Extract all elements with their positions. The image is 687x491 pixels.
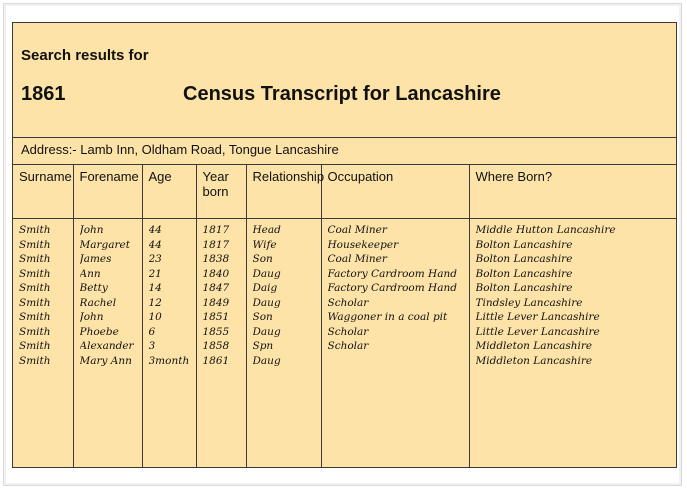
address-text: Address:- Lamb Inn, Oldham Road, Tongue Lancashire xyxy=(21,142,339,157)
table-cell: 12 xyxy=(148,296,162,309)
table-cell: Coal Miner xyxy=(327,224,387,236)
table-cell: James xyxy=(79,253,112,265)
table-cell: Bolton Lancashire xyxy=(475,238,573,251)
table-cell: 1849 xyxy=(202,296,230,309)
col-header-age: Age xyxy=(142,165,196,219)
table-cell: Bolton Lancashire xyxy=(475,253,573,265)
forename-column xyxy=(73,219,142,468)
table-cell: 1855 xyxy=(202,325,230,338)
table-cell: Smith xyxy=(19,325,51,338)
col-header-year-born: Year born xyxy=(196,165,246,219)
table-cell: Coal Miner xyxy=(327,253,387,265)
table-cell: Margaret xyxy=(79,238,130,251)
table-cell: Mary Ann xyxy=(79,354,132,367)
table-cell: Betty xyxy=(79,282,108,294)
year-born-column xyxy=(196,219,246,468)
table-cell: Daug xyxy=(252,267,281,280)
header xyxy=(13,23,676,138)
age-column xyxy=(142,219,196,468)
table-cell: Smith xyxy=(19,224,51,236)
table-cell: Smith xyxy=(19,311,51,323)
address-bar xyxy=(13,137,676,165)
page-title: Census Transcript for Lancashire xyxy=(183,83,501,105)
table-cell: Bolton Lancashire xyxy=(475,282,573,294)
table-cell: Scholar xyxy=(327,325,369,338)
table-cell: Waggoner in a coal pit xyxy=(327,311,448,323)
table-cell: 44 xyxy=(148,224,162,236)
table-cell: Alexander xyxy=(79,340,134,352)
table-cell: Son xyxy=(252,253,273,265)
table-cell: 1840 xyxy=(202,267,230,280)
table-cell: 23 xyxy=(148,253,162,265)
col-header-relationship: Relationship xyxy=(246,165,321,219)
data-body xyxy=(13,219,676,468)
table-cell: Scholar xyxy=(327,296,369,309)
table-cell: Tindsley Lancashire xyxy=(475,296,583,309)
table-cell: Housekeeper xyxy=(327,238,399,251)
col-header-forename: Forename xyxy=(73,165,142,219)
table-cell: Daug xyxy=(252,325,281,338)
table-cell: 44 xyxy=(148,238,162,251)
table-cell: Smith xyxy=(19,354,51,367)
table-cell: John xyxy=(79,224,104,236)
search-label: Search results for xyxy=(21,47,149,64)
table-cell: Little Lever Lancashire xyxy=(475,311,600,323)
table-cell: Smith xyxy=(19,282,51,294)
table-cell: Rachel xyxy=(79,296,117,309)
table-cell: Ann xyxy=(79,267,101,280)
table-cell: Smith xyxy=(19,253,51,265)
table-cell: Daig xyxy=(252,282,278,294)
table-cell: Smith xyxy=(19,267,51,280)
table-cell: Spn xyxy=(252,340,274,352)
table-cell: Smith xyxy=(19,340,51,352)
col-header-occupation: Occupation xyxy=(321,165,469,219)
table-cell: Son xyxy=(252,311,273,323)
table-cell: 1817 xyxy=(202,238,230,251)
table-cell: Bolton Lancashire xyxy=(475,267,573,280)
col-header-where-born: Where Born? xyxy=(469,165,676,219)
table-cell: Middleton Lancashire xyxy=(475,340,593,352)
table-cell: John xyxy=(79,311,104,323)
table-cell: 1861 xyxy=(202,354,230,367)
census-table xyxy=(13,165,676,467)
table-cell: Little Lever Lancashire xyxy=(475,325,600,338)
table-cell: 14 xyxy=(148,282,162,294)
surname-column xyxy=(13,219,73,468)
table-cell: 21 xyxy=(148,267,162,280)
header-row xyxy=(13,165,676,219)
table-cell: Middle Hutton Lancashire xyxy=(475,224,616,236)
where-born-column xyxy=(469,219,676,468)
table-cell xyxy=(328,354,463,369)
table-cell: Smith xyxy=(19,296,51,309)
table-cell: Daug xyxy=(252,296,281,309)
census-year: 1861 xyxy=(21,83,66,105)
table-cell: Head xyxy=(252,224,281,236)
table-cell: 1851 xyxy=(202,311,230,323)
table-cell: 1817 xyxy=(202,224,230,236)
table-cell: 6 xyxy=(148,325,156,338)
table-cell: Factory Cardroom Hand xyxy=(327,282,457,294)
table-cell: 3 xyxy=(148,340,156,352)
table-cell: 10 xyxy=(148,311,162,323)
table-cell: 1838 xyxy=(202,253,230,265)
table-cell: Smith xyxy=(19,238,51,251)
table-cell: 3month xyxy=(148,354,190,367)
table-cell: Phoebe xyxy=(79,325,119,338)
occupation-column xyxy=(321,219,469,468)
table-cell: Scholar xyxy=(327,340,369,352)
census-sheet xyxy=(12,22,677,468)
table-cell: Middleton Lancashire xyxy=(475,354,593,367)
table-cell: 1847 xyxy=(202,282,230,294)
table-cell: 1858 xyxy=(202,340,230,352)
table-cell: Factory Cardroom Hand xyxy=(327,267,457,280)
col-header-surname: Surname xyxy=(13,165,73,219)
table-cell: Daug xyxy=(252,354,281,367)
table-cell: Wife xyxy=(252,238,277,251)
relationship-column xyxy=(246,219,321,468)
